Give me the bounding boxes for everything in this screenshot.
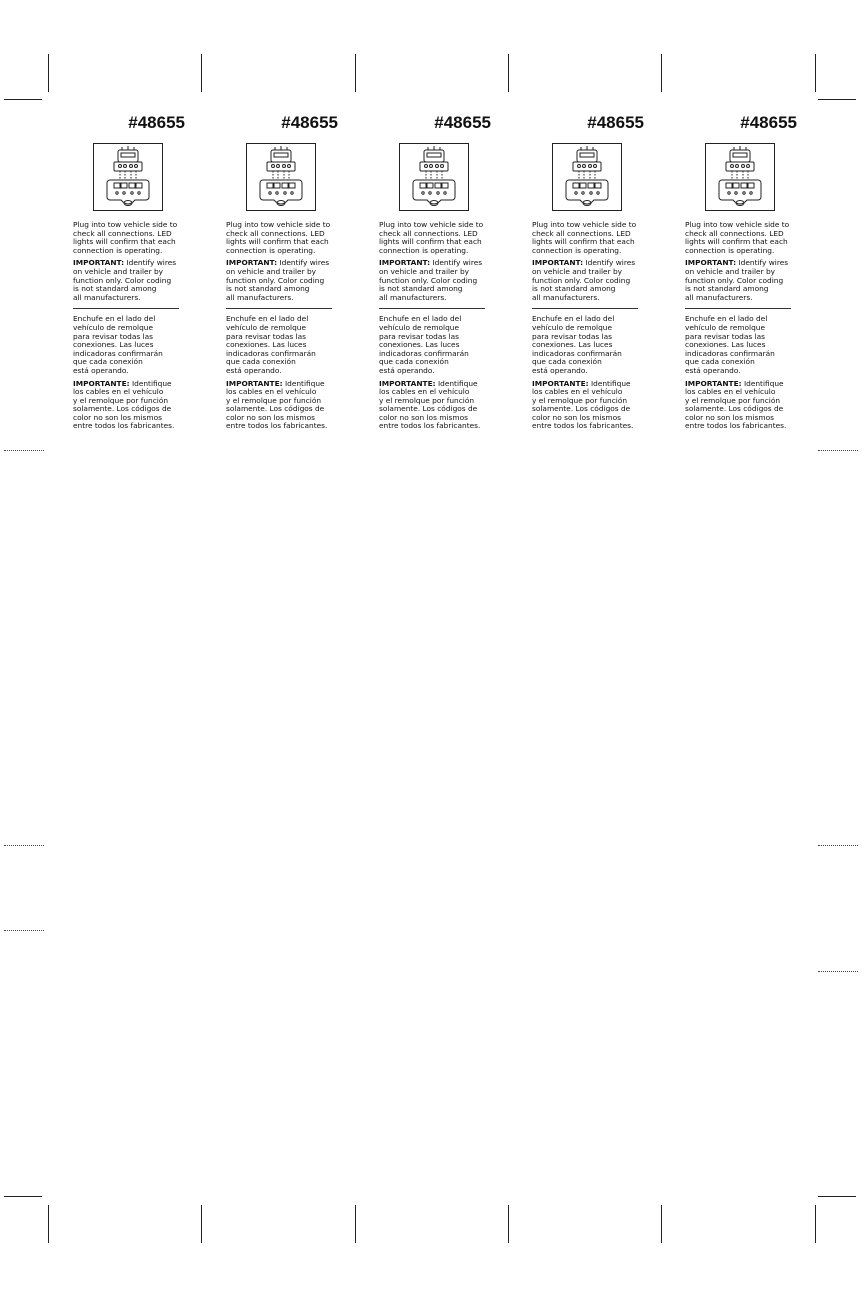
text-line: on vehicle and trailer by: [685, 266, 776, 276]
label-panel: [226, 113, 348, 435]
english-instructions: [685, 221, 803, 255]
text-line: Enchufe en el lado del: [532, 314, 615, 324]
text-line: function only. Color coding: [226, 275, 325, 285]
text-line: que cada conexión: [226, 357, 296, 367]
divider: [685, 308, 791, 309]
text-line: Plug into tow vehicle side to: [226, 220, 331, 229]
text-line: conexiones. Las luces: [685, 340, 766, 350]
text-line: color no son los mismos: [73, 412, 162, 422]
text-line: Identify wires: [124, 258, 177, 268]
text-line: entre todos los fabricantes.: [226, 421, 328, 431]
instructions: [379, 221, 497, 431]
text-line: Plug into tow vehicle side to: [685, 220, 790, 229]
text-line: color no son los mismos: [379, 412, 468, 422]
text-line: check all connections. LED: [685, 228, 784, 238]
text-line: y el remolque por función: [532, 395, 628, 405]
text-line: indicadoras confirmarán: [685, 348, 775, 358]
text-line: color no son los mismos: [685, 412, 774, 422]
text-line: vehículo de remolque: [226, 322, 307, 332]
text-line: lights will confirm that each: [226, 237, 329, 247]
text-line: on vehicle and trailer by: [379, 266, 470, 276]
text-line: lights will confirm that each: [73, 237, 176, 247]
important-label: IMPORTANT:: [73, 258, 125, 268]
text-line: Enchufe en el lado del: [73, 314, 156, 324]
important-label: IMPORTANTE:: [226, 378, 283, 388]
text-line: Identify wires: [736, 258, 789, 268]
text-line: para revisar todas las: [73, 331, 154, 341]
text-line: is not standard among: [73, 284, 157, 294]
important-label: IMPORTANT:: [226, 258, 278, 268]
english-instructions: [532, 221, 650, 255]
text-line: solamente. Los códigos de: [379, 404, 478, 414]
important-label: IMPORTANTE:: [685, 378, 742, 388]
text-line: solamente. Los códigos de: [685, 404, 784, 414]
instructions: [685, 221, 803, 431]
text-line: is not standard among: [379, 284, 463, 294]
text-line: los cables en el vehículo: [73, 387, 164, 397]
text-line: Identify wires: [583, 258, 636, 268]
text-line: Enchufe en el lado del: [226, 314, 309, 324]
text-line: function only. Color coding: [73, 275, 172, 285]
spanish-important: [532, 380, 650, 432]
text-line: indicadoras confirmarán: [226, 348, 316, 358]
text-line: color no son los mismos: [532, 412, 621, 422]
english-important: [685, 259, 803, 302]
text-line: on vehicle and trailer by: [532, 266, 623, 276]
english-important: [73, 259, 191, 302]
text-line: para revisar todas las: [379, 331, 460, 341]
text-line: que cada conexión: [73, 357, 143, 367]
english-instructions: [226, 221, 344, 255]
english-instructions: [73, 221, 191, 255]
divider: [73, 308, 179, 309]
text-line: Identifique: [741, 378, 784, 388]
english-important: [379, 259, 497, 302]
important-label: IMPORTANT:: [379, 258, 431, 268]
text-line: entre todos los fabricantes.: [379, 421, 481, 431]
connector-tester-icon: [246, 143, 316, 211]
text-line: check all connections. LED: [532, 228, 631, 238]
fold-mark: [818, 971, 858, 972]
english-instructions: [379, 221, 497, 255]
text-line: connection is operating.: [532, 245, 622, 255]
part-number: #48655: [128, 113, 185, 132]
text-line: function only. Color coding: [379, 275, 478, 285]
crop-mark: [201, 1205, 202, 1243]
crop-mark: [508, 54, 509, 92]
text-line: connection is operating.: [73, 245, 163, 255]
text-line: está operando.: [685, 365, 741, 375]
text-line: está operando.: [532, 365, 588, 375]
divider: [226, 308, 332, 309]
text-line: function only. Color coding: [532, 275, 631, 285]
text-line: Identify wires: [277, 258, 330, 268]
text-line: vehículo de remolque: [532, 322, 613, 332]
part-number: #48655: [281, 113, 338, 132]
text-line: los cables en el vehículo: [226, 387, 317, 397]
text-line: que cada conexión: [532, 357, 602, 367]
connector-tester-icon: [399, 143, 469, 211]
text-line: all manufacturers.: [73, 292, 141, 302]
text-line: is not standard among: [685, 284, 769, 294]
crop-mark: [818, 99, 856, 100]
text-line: on vehicle and trailer by: [73, 266, 164, 276]
text-line: para revisar todas las: [532, 331, 613, 341]
text-line: all manufacturers.: [532, 292, 600, 302]
text-line: conexiones. Las luces: [226, 340, 307, 350]
spanish-instructions: [379, 315, 497, 375]
label-panel: [685, 113, 807, 435]
text-line: conexiones. Las luces: [379, 340, 460, 350]
text-line: is not standard among: [226, 284, 310, 294]
crop-mark: [818, 1196, 856, 1197]
text-line: y el remolque por función: [685, 395, 781, 405]
label-panel: [532, 113, 654, 435]
text-line: Plug into tow vehicle side to: [532, 220, 637, 229]
text-line: los cables en el vehículo: [379, 387, 470, 397]
text-line: on vehicle and trailer by: [226, 266, 317, 276]
text-line: solamente. Los códigos de: [532, 404, 631, 414]
text-line: lights will confirm that each: [532, 237, 635, 247]
crop-mark: [815, 1205, 816, 1243]
divider: [532, 308, 638, 309]
text-line: all manufacturers.: [226, 292, 294, 302]
spanish-instructions: [73, 315, 191, 375]
text-line: indicadoras confirmarán: [379, 348, 469, 358]
text-line: connection is operating.: [379, 245, 469, 255]
spanish-important: [226, 380, 344, 432]
text-line: que cada conexión: [379, 357, 449, 367]
english-important: [532, 259, 650, 302]
fold-mark: [818, 845, 858, 846]
text-line: y el remolque por función: [379, 395, 475, 405]
crop-mark: [355, 54, 356, 92]
crop-mark: [4, 1196, 42, 1197]
connector-tester-icon: [93, 143, 163, 211]
text-line: está operando.: [73, 365, 129, 375]
text-line: Identifique: [129, 378, 172, 388]
text-line: vehículo de remolque: [379, 322, 460, 332]
instructions: [532, 221, 650, 431]
text-line: all manufacturers.: [685, 292, 753, 302]
text-line: para revisar todas las: [685, 331, 766, 341]
text-line: entre todos los fabricantes.: [685, 421, 787, 431]
text-line: entre todos los fabricantes.: [532, 421, 634, 431]
text-line: vehículo de remolque: [685, 322, 766, 332]
text-line: connection is operating.: [226, 245, 316, 255]
text-line: all manufacturers.: [379, 292, 447, 302]
text-line: lights will confirm that each: [685, 237, 788, 247]
text-line: is not standard among: [532, 284, 616, 294]
text-line: check all connections. LED: [73, 228, 172, 238]
text-line: vehículo de remolque: [73, 322, 154, 332]
important-label: IMPORTANTE:: [379, 378, 436, 388]
fold-mark: [4, 450, 44, 451]
text-line: Plug into tow vehicle side to: [379, 220, 484, 229]
text-line: solamente. Los códigos de: [226, 404, 325, 414]
text-line: Identify wires: [430, 258, 483, 268]
fold-mark: [4, 930, 44, 931]
text-line: function only. Color coding: [685, 275, 784, 285]
instructions: [226, 221, 344, 431]
text-line: lights will confirm that each: [379, 237, 482, 247]
english-important: [226, 259, 344, 302]
spanish-instructions: [532, 315, 650, 375]
text-line: Enchufe en el lado del: [685, 314, 768, 324]
text-line: está operando.: [379, 365, 435, 375]
text-line: está operando.: [226, 365, 282, 375]
text-line: connection is operating.: [685, 245, 775, 255]
part-number: #48655: [587, 113, 644, 132]
crop-mark: [201, 54, 202, 92]
instructions: [73, 221, 191, 431]
text-line: para revisar todas las: [226, 331, 307, 341]
crop-mark: [661, 1205, 662, 1243]
text-line: solamente. Los códigos de: [73, 404, 172, 414]
crop-mark: [815, 54, 816, 92]
text-line: indicadoras confirmarán: [532, 348, 622, 358]
text-line: y el remolque por función: [226, 395, 322, 405]
text-line: que cada conexión: [685, 357, 755, 367]
part-number: #48655: [434, 113, 491, 132]
important-label: IMPORTANTE:: [532, 378, 589, 388]
spanish-important: [73, 380, 191, 432]
text-line: y el remolque por función: [73, 395, 169, 405]
crop-mark: [661, 54, 662, 92]
divider: [379, 308, 485, 309]
text-line: Enchufe en el lado del: [379, 314, 462, 324]
text-line: Identifique: [588, 378, 631, 388]
text-line: Identifique: [282, 378, 325, 388]
text-line: conexiones. Las luces: [532, 340, 613, 350]
text-line: los cables en el vehículo: [685, 387, 776, 397]
text-line: check all connections. LED: [379, 228, 478, 238]
important-label: IMPORTANTE:: [73, 378, 130, 388]
fold-mark: [4, 845, 44, 846]
text-line: conexiones. Las luces: [73, 340, 154, 350]
spanish-important: [379, 380, 497, 432]
text-line: color no son los mismos: [226, 412, 315, 422]
spanish-instructions: [685, 315, 803, 375]
part-number: #48655: [740, 113, 797, 132]
label-panel: [379, 113, 501, 435]
spanish-instructions: [226, 315, 344, 375]
text-line: Plug into tow vehicle side to: [73, 220, 178, 229]
crop-mark: [355, 1205, 356, 1243]
text-line: check all connections. LED: [226, 228, 325, 238]
important-label: IMPORTANT:: [685, 258, 737, 268]
fold-mark: [818, 450, 858, 451]
text-line: indicadoras confirmarán: [73, 348, 163, 358]
crop-mark: [508, 1205, 509, 1243]
important-label: IMPORTANT:: [532, 258, 584, 268]
label-panel: [73, 113, 195, 435]
text-line: los cables en el vehículo: [532, 387, 623, 397]
connector-tester-icon: [705, 143, 775, 211]
crop-mark: [4, 99, 42, 100]
crop-mark: [48, 54, 49, 92]
spanish-important: [685, 380, 803, 432]
connector-tester-icon: [552, 143, 622, 211]
text-line: entre todos los fabricantes.: [73, 421, 175, 431]
crop-mark: [48, 1205, 49, 1243]
text-line: Identifique: [435, 378, 478, 388]
